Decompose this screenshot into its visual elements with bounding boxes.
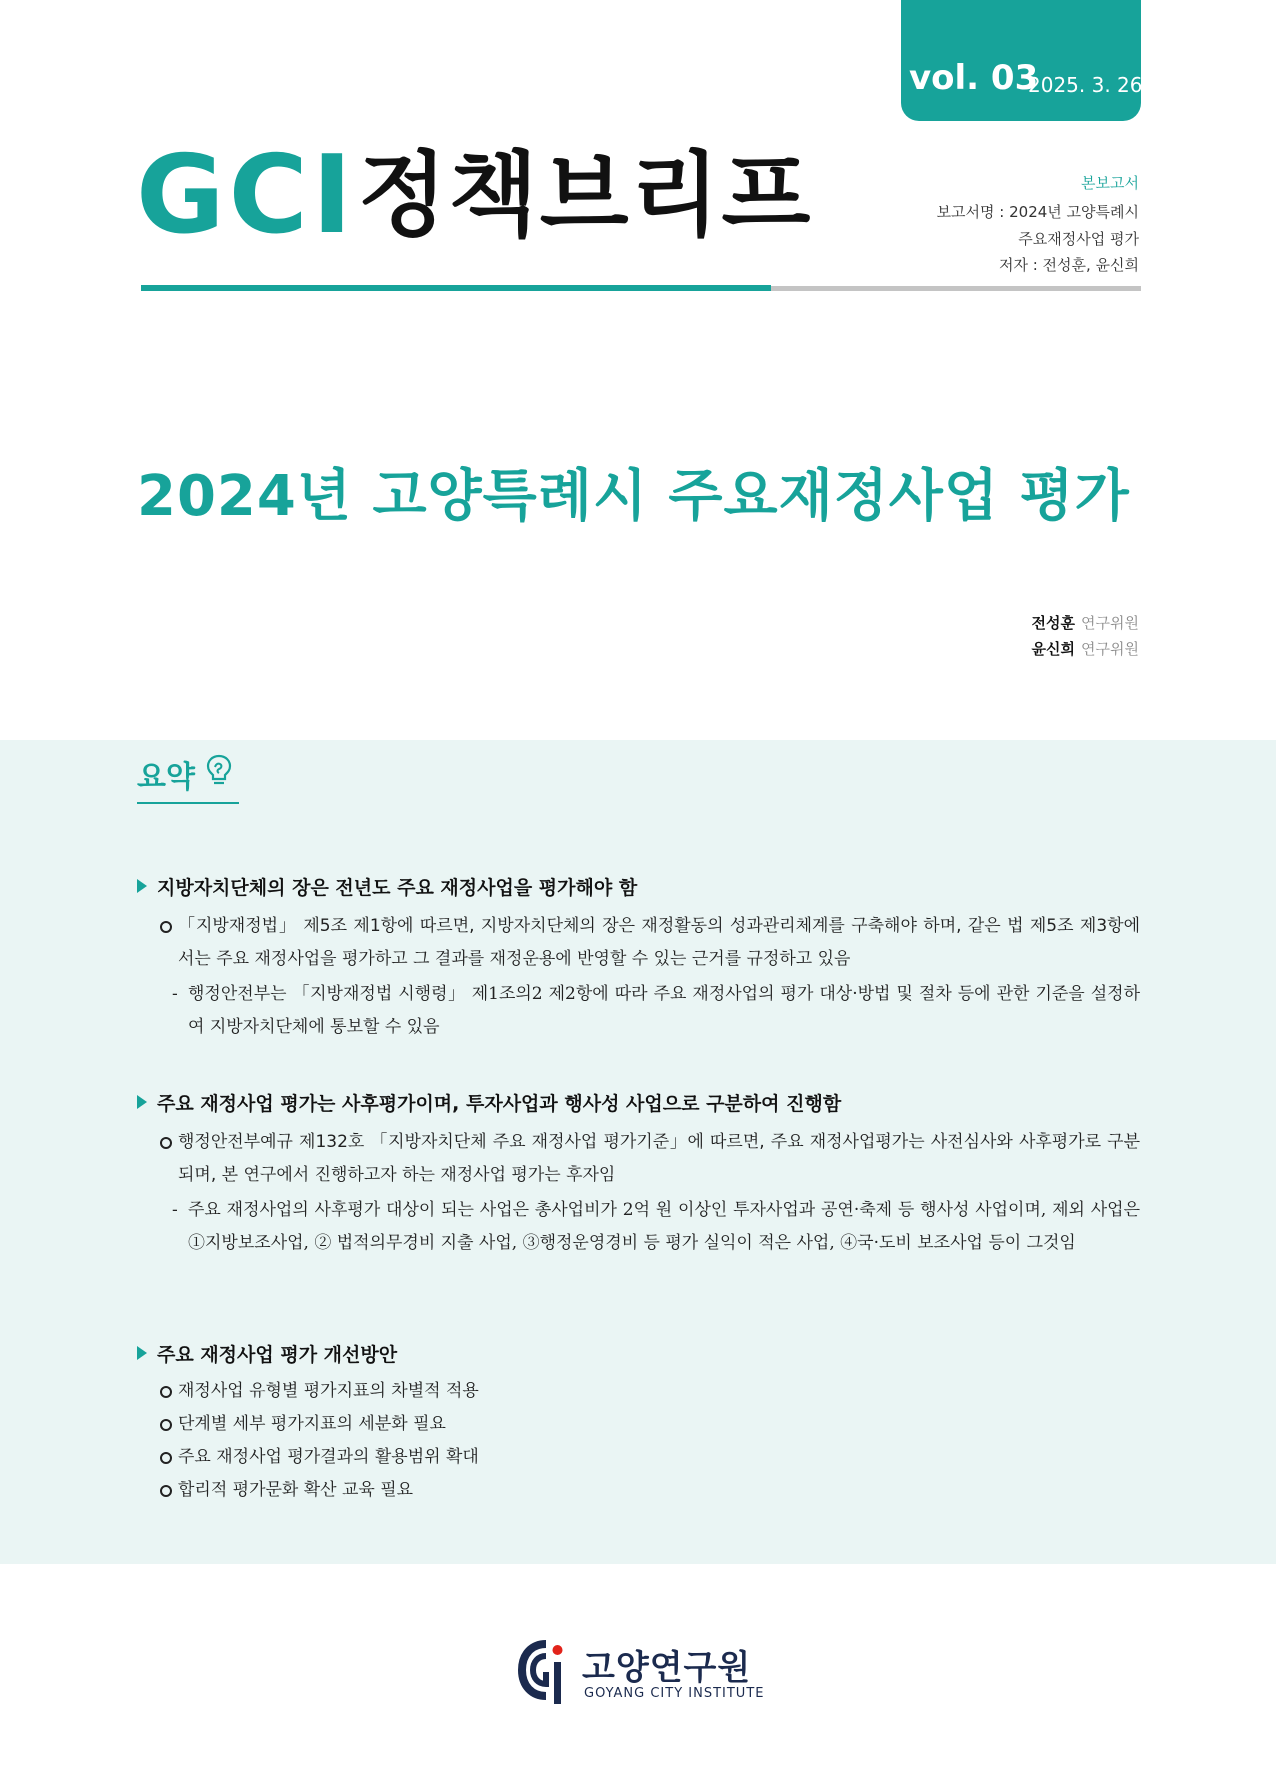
bullet-item (160, 1441, 1140, 1474)
meta-authors: 저자 : 전성훈, 윤신희 (998, 256, 1139, 274)
author-role: 연구위원 (1081, 640, 1139, 658)
dash-item (172, 978, 1140, 1044)
bullet-text: 「지방재정법」 제5조 제1항에 따르면, 지방자치단체의 장은 재정활동의 성과관리체계를 구축해야 하며, 같은 법 제5조 제3항에서는 주요 재정사업을 평가하고 그 결과를 재정운용에 반영할 수 있는 근거를 규정하고 있음 (178, 916, 1140, 969)
main-title: 2024년 고양특례시 주요재정사업 평가 (137, 464, 1130, 529)
institute-name-kr: 고양연구원 (582, 1648, 752, 1688)
bullet-text: 행정안전부예규 제132호 「지방자치단체 주요 재정사업 평가기준」에 따르면, 주요 재정사업평가는 사전심사와 사후평가로 구분되며, 본 연구에서 진행하고자 하는 재정사업 평가는 후자임 (178, 1132, 1140, 1185)
author-name: 윤신희 (1031, 640, 1076, 658)
circle-bullet-icon (160, 1386, 172, 1398)
section-heading-text: 지방자치단체의 장은 전년도 주요 재정사업을 평가해야 함 (157, 877, 638, 899)
dash-marker: - (172, 1200, 178, 1220)
author-line (1032, 638, 1139, 659)
author-line (1032, 612, 1139, 633)
summary-underline (137, 802, 239, 804)
section-heading (137, 1340, 397, 1367)
brand-gci: GCI (136, 133, 357, 258)
meta-heading: 본보고서 (1081, 174, 1139, 192)
bullet-text: 단계별 세부 평가지표의 세분화 필요 (178, 1414, 446, 1434)
section-heading-text: 주요 재정사업 평가는 사후평가이며, 투자사업과 행사성 사업으로 구분하여 진행함 (157, 1093, 842, 1115)
lightbulb-icon (204, 753, 234, 787)
summary-title: 요약 (137, 760, 195, 795)
author-role: 연구위원 (1081, 614, 1139, 632)
section-heading-text: 주요 재정사업 평가 개선방안 (157, 1344, 398, 1366)
dash-item (172, 1194, 1140, 1260)
header-rule-accent (141, 285, 771, 291)
dash-marker: - (172, 984, 178, 1004)
dash-text: 주요 재정사업의 사후평가 대상이 되는 사업은 총사업비가 2억 원 이상인 투자사업과 공연·축제 등 행사성 사업이며, 제외 사업은 ①지방보조사업, ② 법적의무경비 지출 사업, ③행정운영경비 등 평가 실익이 적은 사업, ④국·도비 보조사업 등이 그것임 (188, 1200, 1140, 1253)
circle-bullet-icon (160, 1137, 172, 1149)
section-heading (137, 873, 637, 900)
issue-date: 2025. 3. 26. (1028, 73, 1149, 97)
triangle-bullet-icon (137, 1095, 147, 1109)
bullet-text: 재정사업 유형별 평가지표의 차별적 적용 (178, 1381, 479, 1401)
header-rule-gray (771, 286, 1141, 291)
circle-bullet-icon (160, 1452, 172, 1464)
institute-name-en: GOYANG CITY INSTITUTE (584, 1686, 765, 1701)
bullet-item (160, 1126, 1140, 1192)
institute-logo-icon (516, 1636, 572, 1708)
bullet-text: 합리적 평가문화 확산 교육 필요 (178, 1480, 414, 1500)
meta-report-name: 보고서명 : 2024년 고양특례시 (936, 203, 1139, 221)
circle-bullet-icon (160, 1485, 172, 1497)
bullet-item (160, 910, 1140, 976)
author-name: 전성훈 (1031, 614, 1076, 632)
volume-label: vol. 03 (909, 58, 1039, 98)
bullet-text: 주요 재정사업 평가결과의 활용범위 확대 (178, 1447, 479, 1467)
bullet-item (160, 1408, 1140, 1441)
triangle-bullet-icon (137, 1346, 147, 1360)
section-heading (137, 1089, 841, 1116)
dash-text: 행정안전부는 「지방재정법 시행령」 제1조의2 제2항에 따라 주요 재정사업의 평가 대상·방법 및 절차 등에 관한 기준을 설정하여 지방자치단체에 통보할 수 있음 (188, 984, 1140, 1037)
brand-title: 정책브리프 (358, 142, 813, 249)
bullet-item (160, 1375, 1140, 1408)
bullet-item (160, 1474, 1140, 1507)
circle-bullet-icon (160, 921, 172, 933)
meta-report-name-cont: 주요재정사업 평가 (1018, 230, 1139, 248)
circle-bullet-icon (160, 1419, 172, 1431)
triangle-bullet-icon (137, 879, 147, 893)
